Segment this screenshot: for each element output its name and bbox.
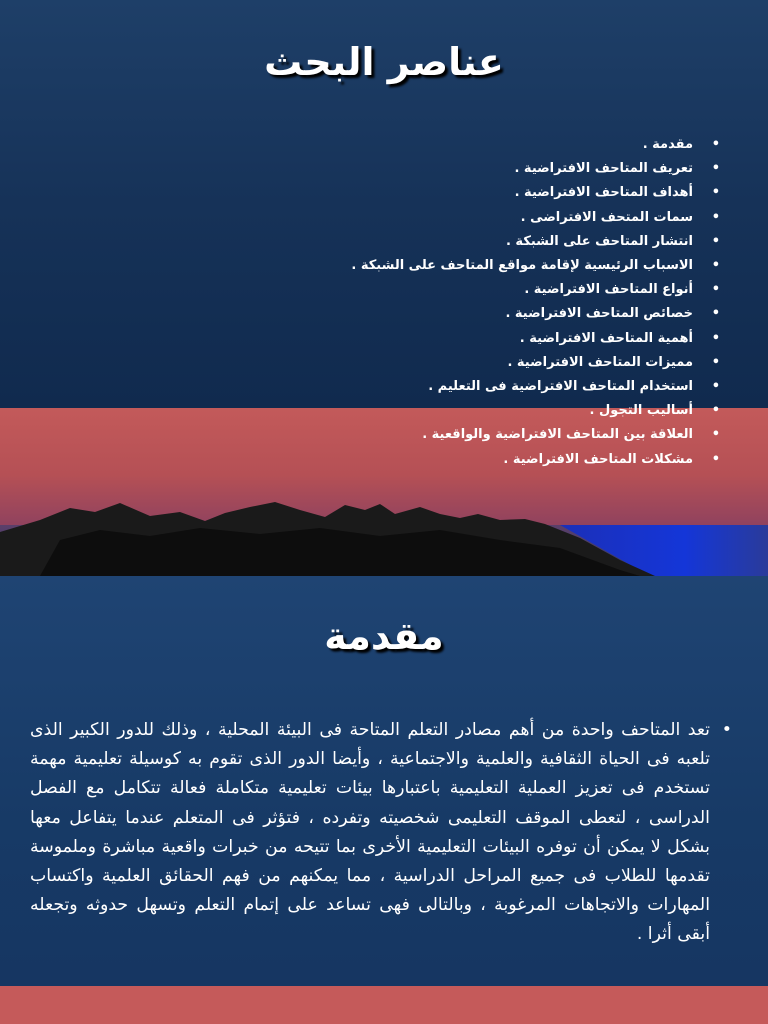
list-item <box>160 230 720 254</box>
list-item <box>160 157 720 181</box>
bullet-icon: • <box>711 185 720 201</box>
list-item <box>160 181 720 205</box>
list-item-text: أهداف المتاحف الافتراضية . <box>514 185 693 201</box>
bullet-icon: • <box>711 403 720 419</box>
bullet-icon: • <box>711 209 720 225</box>
topics-list <box>160 133 720 472</box>
bullet-icon: • <box>711 258 720 274</box>
list-item <box>160 302 720 326</box>
bullet-icon: • <box>711 233 720 249</box>
list-item-text: العلاقة بين المتاحف الافتراضية والواقعية . <box>422 427 693 443</box>
list-item <box>160 423 720 447</box>
list-item-text: انتشار المتاحف على الشبكة . <box>505 233 693 249</box>
intro-paragraph: تعد المتاحف واحدة من أهم مصادر التعلم المتاحة فى البيئة المحلية ، وذلك للدور الكبير الذى تلعبه فى الحياة الثقافية والعلمية والاجتماعية ، وأيضا الدور الذى تقوم به كوسيلة تعليمية مهمة تستخدم فى تعزيز العملية التعليمية باعتبارها بيئات تعليمية متكاملة فعالة تتكامل مع الفصل الدراسى ، لتعطى الموقف التعليمى شخصيته وتفرده ، فتؤثر فى المتعلم عندما يتفاعل معها بشكل لا يمكن أن توفره البيئات التعليمية الأخرى بما تتيحه من خبرات واقعية مباشرة وملموسة تقدمها للطلاب فى جميع المراحل الدراسية ، مما يمكنهم من فهم الحقائق العلمية واكتساب المهارات والاتجاهات المرغوبة ، وبالتالى فهى تساعد على إتمام التعلم وتسهل حدوثه وتجعله أبقى أثرا . <box>30 720 710 945</box>
list-item <box>160 351 720 375</box>
list-item <box>160 133 720 157</box>
list-item-text: سمات المتحف الافتراضى . <box>520 209 693 225</box>
list-item-text: أهمية المتاحف الافتراضية . <box>519 330 693 346</box>
list-item-text: استخدام المتاحف الافتراضية فى التعليم . <box>428 379 693 395</box>
list-item <box>160 254 720 278</box>
list-item-text: مميزات المتاحف الافتراضية . <box>507 354 693 370</box>
list-item-text: مقدمة . <box>642 137 693 152</box>
list-item <box>160 278 720 302</box>
bullet-icon: • <box>711 427 720 443</box>
list-item-text: تعريف المتاحف الافتراضية . <box>514 161 693 177</box>
sunset-band <box>0 986 768 1024</box>
bullet-icon: • <box>711 282 720 298</box>
bullet-icon: • <box>721 720 732 740</box>
list-item <box>160 448 720 472</box>
slide-introduction <box>0 576 768 1024</box>
bullet-icon: • <box>711 306 720 322</box>
list-item-text: الاسباب الرئيسية لإقامة مواقع المتاحف على الشبكة . <box>351 258 693 274</box>
slide-title: مقدمة <box>324 614 444 658</box>
list-item-text: أساليب التجول . <box>589 403 693 419</box>
list-item-text: مشكلات المتاحف الافتراضية . <box>503 451 693 467</box>
list-item <box>160 206 720 230</box>
bullet-icon: • <box>711 354 720 370</box>
slide-title: عناصر البحث <box>264 40 504 84</box>
list-item-text: أنواع المتاحف الافتراضية . <box>524 282 693 298</box>
bullet-icon: • <box>711 451 720 467</box>
list-item <box>160 399 720 423</box>
list-item <box>160 327 720 351</box>
intro-paragraph-block <box>30 716 732 950</box>
list-item <box>160 375 720 399</box>
list-item-text: خصائص المتاحف الافتراضية . <box>505 306 693 322</box>
bullet-icon: • <box>711 161 720 177</box>
bullet-icon: • <box>711 379 720 395</box>
bullet-icon: • <box>711 137 720 152</box>
bullet-icon: • <box>711 330 720 346</box>
